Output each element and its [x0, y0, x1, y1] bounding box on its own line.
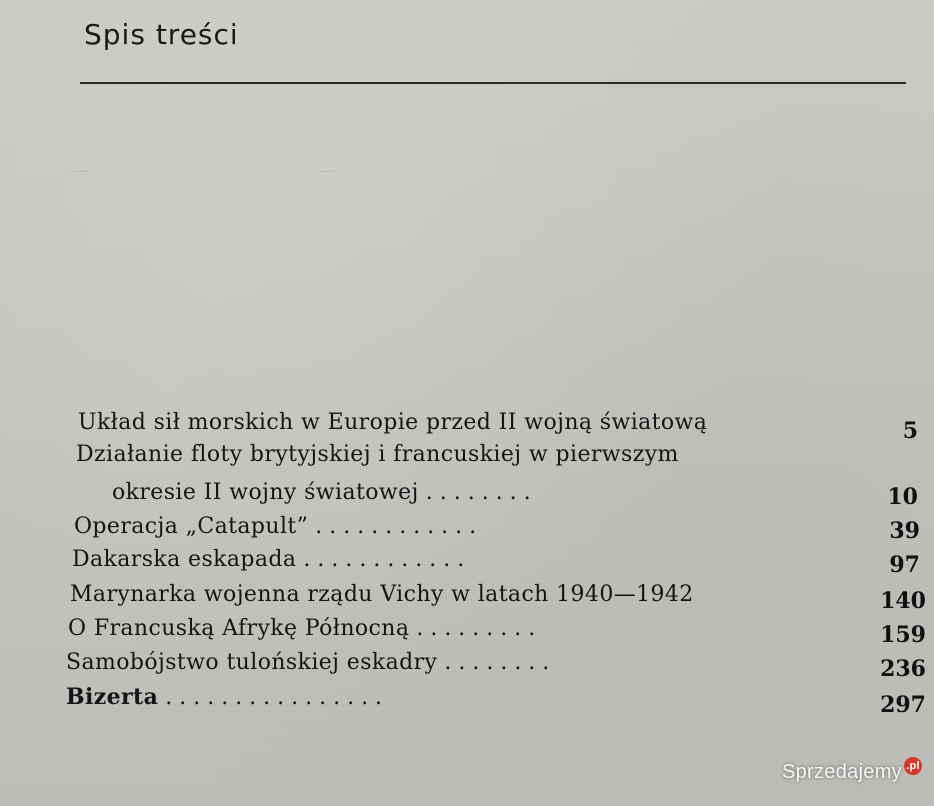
toc-entry-page: 297: [880, 692, 926, 718]
toc-entry: [68, 614, 535, 644]
page-title: Spis treści: [84, 18, 239, 51]
toc-entry: [76, 440, 679, 470]
toc-entry: [70, 580, 694, 610]
dot-leader: . . . . . . . . .: [409, 616, 536, 641]
toc-entry: [66, 682, 382, 713]
toc-entry-title: O Francuską Afrykę Północną: [68, 616, 410, 641]
toc-entry-page: 10: [887, 484, 918, 510]
watermark-text: Sprzedajemy: [781, 761, 902, 783]
toc-entry-page: 140: [880, 588, 926, 614]
toc-entry-title: Działanie floty brytyjskiej i francuskiej w pierwszym: [76, 442, 679, 467]
toc-entry-page: 159: [880, 622, 926, 648]
toc-entry-title: Bizerta: [66, 684, 159, 710]
toc-entry-title: Układ sił morskich w Europie przed II wojną światową: [78, 410, 708, 435]
title-divider: [80, 82, 906, 84]
dot-leader: . . . . . . . . . . . .: [308, 514, 477, 539]
site-watermark: [782, 761, 922, 784]
toc-entry-title: okresie II wojny światowej: [112, 480, 419, 505]
dot-leader: . . . . . . . .: [437, 650, 550, 675]
toc-entry-page: 236: [880, 656, 926, 682]
toc-entry-title: Samobójstwo tulońskiej eskadry: [66, 650, 438, 675]
watermark-badge-icon: .pl: [904, 757, 922, 775]
toc-entry: [72, 545, 464, 575]
dot-leader: . . . . . . . . . . . .: [296, 547, 465, 572]
toc-entry-title: Marynarka wojenna rządu Vichy w latach 1940—1942: [70, 582, 694, 607]
toc-entry-page: 97: [889, 552, 920, 578]
dot-leader: . . . . . . . . . . . . . . . .: [158, 685, 383, 710]
show-through-texture: — —: [70, 160, 335, 181]
toc-entry-title: Operacja „Catapult”: [74, 514, 309, 539]
toc-entry: [74, 512, 476, 542]
toc-entry-title: Dakarska eskapada: [72, 547, 297, 572]
toc-entry-page: 5: [902, 418, 918, 444]
dot-leader: . . . . . . . .: [418, 480, 531, 505]
toc-entry: [66, 648, 549, 678]
toc-entry-page: 39: [889, 518, 920, 544]
toc-entry: [112, 478, 531, 508]
toc-entry: [78, 408, 707, 438]
